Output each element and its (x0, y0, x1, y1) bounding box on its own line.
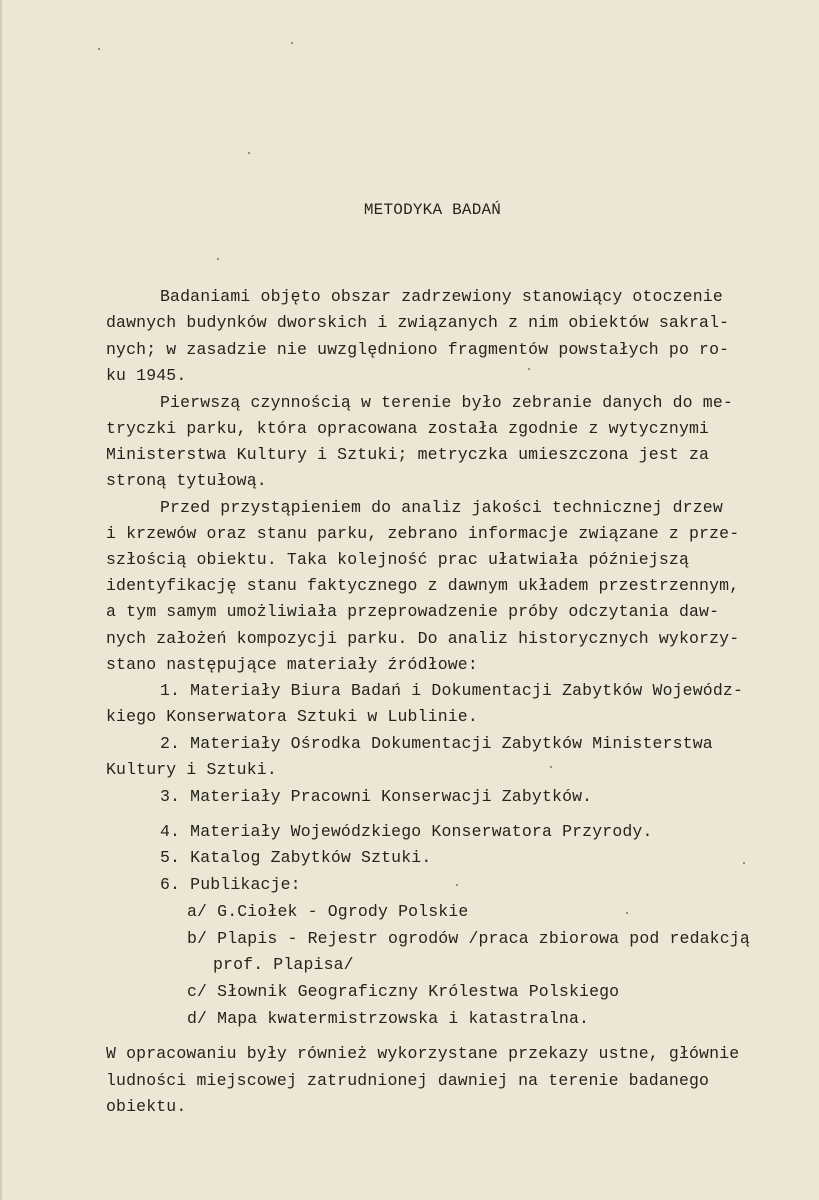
text-line: Ministerstwa Kultury i Sztuki; metryczka umieszczona jest za (106, 445, 710, 464)
text-line: nych założeń kompozycji parku. Do analiz historycznych wykorzy- (106, 629, 740, 648)
text-line: tryczki parku, która opracowana została zgodnie z wytycznymi (106, 419, 710, 438)
page-title: METODYKA BADAŃ (363, 201, 502, 219)
sublist-item: b/ Plapis - Rejestr ogrodów /praca zbiorowa pod redakcją (187, 929, 750, 948)
paper-speck (456, 884, 458, 886)
paper-speck (528, 368, 530, 370)
paper-speck (626, 912, 628, 914)
paper-speck (291, 42, 293, 44)
list-item: 5. Katalog Zabytków Sztuki. (160, 848, 432, 867)
sublist-item: a/ G.Ciołek - Ogrody Polskie (187, 902, 469, 921)
text-line: nych; w zasadzie nie uwzględniono fragmentów powstałych po ro- (106, 340, 730, 359)
text-line: a tym samym umożliwiała przeprowadzenie próby odczytania daw- (106, 602, 720, 621)
list-item: 6. Publikacje: (160, 875, 301, 894)
paper-speck (217, 258, 219, 260)
text-line: obiektu. (106, 1097, 187, 1116)
text-line: stroną tytułową. (106, 471, 267, 490)
paper-speck (550, 766, 552, 768)
sublist-item: c/ Słownik Geograficzny Królestwa Polskiego (187, 982, 620, 1001)
text-line: ludności miejscowej zatrudnionej dawniej na terenie badanego (106, 1071, 710, 1090)
text-line: stano następujące materiały źródłowe: (106, 655, 478, 674)
list-item: 1. Materiały Biura Badań i Dokumentacji Zabytków Wojewódz- (160, 681, 743, 700)
list-item: 2. Materiały Ośrodka Dokumentacji Zabytków Ministerstwa (160, 734, 713, 753)
paper-speck (98, 48, 100, 50)
text-line: W opracowaniu były również wykorzystane przekazy ustne, głównie (106, 1044, 740, 1063)
text-line: Badaniami objęto obszar zadrzewiony stanowiący otoczenie (160, 287, 723, 306)
paper-speck (743, 862, 745, 864)
list-item-continuation: kiego Konserwatora Sztuki w Lublinie. (106, 707, 478, 726)
text-line: Pierwszą czynnością w terenie było zebranie danych do me- (160, 393, 733, 412)
text-line: szłością obiektu. Taka kolejność prac ułatwiała późniejszą (106, 550, 689, 569)
text-line: i krzewów oraz stanu parku, zebrano informacje związane z prze- (106, 524, 740, 543)
text-line: dawnych budynków dworskich i związanych z nim obiektów sakral- (106, 313, 730, 332)
text-line: Przed przystąpieniem do analiz jakości technicznej drzew (160, 498, 723, 517)
paper-speck (248, 152, 250, 154)
text-line: identyfikację stanu faktycznego z dawnym układem przestrzennym, (106, 576, 740, 595)
list-item: 4. Materiały Wojewódzkiego Konserwatora Przyrody. (160, 822, 653, 841)
list-item-continuation: Kultury i Sztuki. (106, 760, 277, 779)
sublist-item: d/ Mapa kwatermistrzowska i katastralna. (187, 1009, 590, 1028)
sublist-item-continuation: prof. Plapisa/ (213, 955, 354, 974)
text-line: ku 1945. (106, 366, 187, 385)
list-item: 3. Materiały Pracowni Konserwacji Zabytków. (160, 787, 593, 806)
